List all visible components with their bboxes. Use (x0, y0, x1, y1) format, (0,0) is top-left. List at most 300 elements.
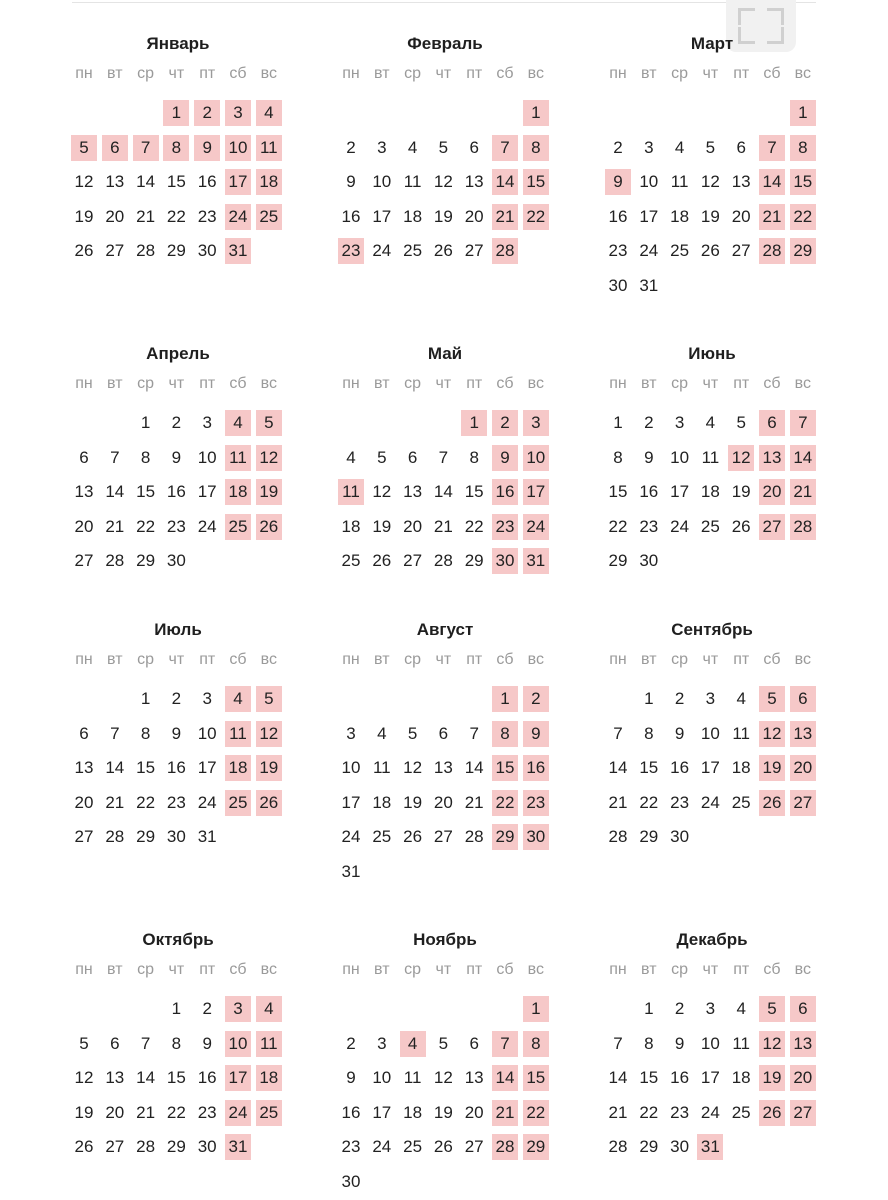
weekday-label: чт (168, 375, 185, 392)
day-cell: 18 (403, 1102, 423, 1122)
day-cell: 22 (136, 516, 156, 536)
holiday-day: 24 (225, 204, 251, 230)
day-cell: 12 (433, 172, 453, 192)
day-cell: 5 (407, 723, 418, 743)
weekday-label: сб (229, 375, 247, 392)
day-cell: 21 (608, 792, 628, 812)
day-cell: 10 (372, 1068, 392, 1088)
holiday-day: 23 (338, 238, 364, 264)
weekday-label: пт (733, 65, 750, 82)
day-cell: 26 (372, 551, 392, 571)
day-cell: 9 (346, 172, 356, 192)
holiday-day: 1 (163, 100, 189, 126)
holiday-day: 4 (400, 1031, 426, 1057)
holiday-day: 12 (256, 721, 282, 747)
weekday-label: вт (374, 961, 390, 978)
holiday-day: 11 (225, 445, 251, 471)
day-cell: 30 (197, 1137, 217, 1157)
weekday-label: сб (229, 65, 247, 82)
day-cell: 13 (105, 1068, 125, 1088)
holiday-day: 11 (256, 1031, 282, 1057)
day-cell: 22 (608, 516, 628, 536)
weekday-label: пн (75, 651, 93, 668)
holiday-day: 16 (523, 755, 549, 781)
day-cell: 23 (166, 792, 186, 812)
holiday-day: 5 (759, 996, 785, 1022)
weekday-label: чт (702, 961, 719, 978)
weekday-label: пт (466, 651, 483, 668)
weekday-label: чт (435, 651, 452, 668)
day-cell: 12 (74, 1068, 94, 1088)
day-cell: 24 (700, 1102, 720, 1122)
day-cell: 8 (140, 447, 151, 467)
day-cell: 5 (705, 137, 716, 157)
day-cell: 13 (403, 482, 423, 502)
weekday-label: вс (794, 651, 811, 668)
day-cell: 7 (438, 447, 449, 467)
day-cell: 17 (700, 1068, 720, 1088)
weekday-label: вт (374, 65, 390, 82)
day-cell: 29 (608, 551, 628, 571)
day-cell: 27 (105, 241, 125, 261)
day-cell: 27 (105, 1137, 125, 1157)
holiday-day: 28 (492, 1134, 518, 1160)
holiday-day: 13 (790, 721, 816, 747)
holiday-day: 19 (759, 1065, 785, 1091)
day-cell: 10 (700, 1033, 720, 1053)
weekday-label: пт (199, 65, 216, 82)
day-cell: 22 (639, 1102, 659, 1122)
day-cell: 25 (341, 551, 361, 571)
day-cell: 27 (464, 1137, 484, 1157)
day-cell: 23 (608, 241, 628, 261)
day-cell: 28 (464, 827, 484, 847)
day-cell: 16 (341, 1102, 361, 1122)
day-cell: 24 (372, 1137, 392, 1157)
day-cell: 16 (166, 482, 186, 502)
day-cell: 2 (171, 689, 182, 708)
weekday-label: чт (702, 375, 719, 392)
holiday-day: 18 (256, 1065, 282, 1091)
holiday-day: 10 (523, 445, 549, 471)
day-cell: 12 (403, 758, 423, 778)
day-cell: 22 (166, 1102, 186, 1122)
day-cell: 4 (736, 689, 746, 708)
weekday-label: ср (671, 651, 689, 668)
weekday-label: чт (435, 961, 452, 978)
day-cell: 14 (136, 172, 156, 192)
holiday-day: 5 (759, 686, 785, 712)
day-cell: 25 (403, 241, 423, 261)
day-cell: 25 (731, 1102, 751, 1122)
weekday-label: пн (342, 961, 360, 978)
day-cell: 1 (644, 689, 654, 708)
holiday-day: 8 (790, 135, 816, 161)
day-cell: 30 (670, 827, 690, 847)
weekday-label: ср (137, 961, 155, 978)
day-cell: 28 (105, 551, 125, 571)
weekday-label: ср (404, 375, 422, 392)
day-cell: 12 (700, 172, 720, 192)
day-cell: 30 (639, 551, 659, 571)
day-cell: 2 (674, 999, 685, 1018)
holiday-day: 3 (523, 410, 549, 436)
holiday-day: 29 (790, 238, 816, 264)
day-cell: 5 (79, 1033, 89, 1053)
holiday-day: 19 (759, 755, 785, 781)
weekday-label: пн (609, 375, 627, 392)
day-cell: 3 (202, 413, 212, 432)
holiday-day: 27 (790, 790, 816, 816)
day-cell: 23 (166, 516, 186, 536)
holiday-day: 24 (225, 1100, 251, 1126)
weekday-label: пн (75, 961, 93, 978)
day-cell: 30 (166, 551, 186, 571)
day-cell: 10 (639, 172, 659, 192)
month-title: Май (427, 344, 463, 363)
holiday-day: 7 (133, 135, 159, 161)
holiday-day: 12 (759, 721, 785, 747)
day-cell: 25 (731, 792, 751, 812)
day-cell: 13 (464, 172, 484, 192)
holiday-day: 29 (523, 1134, 549, 1160)
weekday-label: сб (496, 375, 514, 392)
day-cell: 29 (639, 827, 659, 847)
weekday-label: сб (229, 651, 247, 668)
day-cell: 3 (705, 689, 716, 708)
holiday-day: 24 (523, 514, 549, 540)
day-cell: 27 (433, 827, 453, 847)
day-cell: 20 (433, 792, 453, 812)
holiday-day: 17 (523, 479, 549, 505)
day-cell: 28 (433, 551, 453, 571)
day-cell: 23 (639, 516, 659, 536)
holiday-day: 18 (225, 755, 251, 781)
weekday-label: вс (260, 961, 277, 978)
day-cell: 11 (732, 723, 751, 743)
weekday-label: ср (137, 375, 155, 392)
weekday-label: вс (794, 375, 811, 392)
holiday-day: 25 (225, 790, 251, 816)
day-cell: 9 (674, 1033, 685, 1053)
day-cell: 16 (639, 482, 659, 502)
holiday-day: 15 (492, 755, 518, 781)
day-cell: 4 (346, 447, 356, 467)
day-cell: 1 (140, 689, 151, 708)
weekday-label: чт (702, 651, 719, 668)
day-cell: 7 (469, 723, 479, 743)
day-cell: 17 (372, 1102, 392, 1122)
day-cell: 20 (403, 516, 423, 536)
day-cell: 17 (639, 206, 659, 226)
holiday-day: 9 (523, 721, 549, 747)
day-cell: 21 (136, 1102, 156, 1122)
day-cell: 22 (639, 792, 659, 812)
day-cell: 17 (372, 206, 392, 226)
holiday-day: 25 (256, 1100, 282, 1126)
day-cell: 11 (403, 172, 422, 192)
holiday-day: 15 (523, 169, 549, 195)
day-cell: 20 (74, 516, 94, 536)
weekday-label: вт (107, 375, 123, 392)
day-cell: 15 (136, 758, 156, 778)
day-cell: 8 (140, 723, 151, 743)
holiday-day: 25 (256, 204, 282, 230)
day-cell: 26 (403, 827, 423, 847)
day-cell: 24 (341, 827, 361, 847)
day-cell: 13 (105, 172, 125, 192)
day-cell: 30 (608, 276, 628, 295)
day-cell: 23 (341, 1137, 361, 1157)
weekday-label: пн (342, 375, 360, 392)
weekday-label: пн (609, 65, 627, 82)
day-cell: 4 (407, 137, 418, 157)
month-title: Июль (154, 620, 202, 639)
day-cell: 2 (644, 413, 654, 432)
weekday-label: вт (374, 375, 390, 392)
day-cell: 8 (644, 723, 654, 743)
day-cell: 23 (197, 206, 217, 226)
day-cell: 14 (105, 482, 125, 502)
day-cell: 15 (166, 1068, 186, 1088)
day-cell: 1 (644, 999, 654, 1018)
day-cell: 26 (433, 241, 453, 261)
day-cell: 11 (701, 447, 720, 467)
day-cell: 22 (166, 206, 186, 226)
day-cell: 17 (670, 482, 690, 502)
day-cell: 24 (372, 241, 392, 261)
weekday-label: пт (199, 651, 216, 668)
day-cell: 19 (74, 206, 94, 226)
holiday-day: 4 (256, 996, 282, 1022)
top-divider (72, 2, 816, 3)
weekday-label: вт (641, 651, 657, 668)
holiday-day: 22 (492, 790, 518, 816)
holiday-day: 11 (256, 135, 282, 161)
weekday-label: сб (496, 651, 514, 668)
day-cell: 6 (736, 137, 746, 157)
holiday-day: 2 (492, 410, 518, 436)
day-cell: 18 (670, 206, 690, 226)
day-cell: 27 (731, 241, 751, 261)
weekday-label: пт (199, 375, 216, 392)
day-cell: 11 (372, 758, 391, 778)
day-cell: 22 (464, 516, 484, 536)
holiday-day: 4 (225, 410, 251, 436)
holiday-day: 31 (225, 1134, 251, 1160)
day-cell: 28 (608, 827, 628, 847)
day-cell: 30 (670, 1137, 690, 1157)
holiday-day: 23 (492, 514, 518, 540)
day-cell: 16 (166, 758, 186, 778)
holiday-day: 1 (492, 686, 518, 712)
day-cell: 25 (700, 516, 720, 536)
weekday-label: вт (641, 961, 657, 978)
day-cell: 20 (74, 792, 94, 812)
holiday-day: 14 (759, 169, 785, 195)
day-cell: 5 (438, 137, 449, 157)
holiday-day: 26 (256, 790, 282, 816)
day-cell: 3 (674, 413, 685, 432)
day-cell: 19 (700, 206, 720, 226)
day-cell: 14 (464, 758, 484, 778)
day-cell: 29 (166, 241, 186, 261)
day-cell: 7 (613, 1033, 623, 1053)
holiday-day: 22 (790, 204, 816, 230)
holiday-day: 28 (790, 514, 816, 540)
day-cell: 24 (197, 792, 217, 812)
day-cell: 12 (372, 482, 392, 502)
holiday-day: 15 (790, 169, 816, 195)
weekday-label: пн (342, 651, 360, 668)
day-cell: 19 (433, 206, 453, 226)
day-cell: 10 (670, 447, 690, 467)
holiday-day: 8 (492, 721, 518, 747)
day-cell: 23 (197, 1102, 217, 1122)
holiday-day: 13 (759, 445, 785, 471)
holiday-day: 10 (225, 135, 251, 161)
holiday-day: 6 (790, 996, 816, 1022)
weekday-label: пт (466, 961, 483, 978)
day-cell: 28 (105, 827, 125, 847)
weekday-label: сб (496, 961, 514, 978)
holiday-day: 26 (256, 514, 282, 540)
day-cell: 3 (202, 689, 212, 708)
holiday-day: 22 (523, 204, 549, 230)
month-title: Август (416, 620, 474, 639)
holiday-day: 12 (759, 1031, 785, 1057)
holiday-day: 3 (225, 100, 251, 126)
holiday-day: 7 (759, 135, 785, 161)
weekday-label: вс (527, 651, 544, 668)
day-cell: 16 (197, 172, 217, 192)
day-cell: 14 (105, 758, 125, 778)
day-cell: 17 (197, 758, 217, 778)
day-cell: 25 (670, 241, 690, 261)
weekday-label: вт (107, 651, 123, 668)
month-title: Сентябрь (671, 620, 753, 639)
holiday-day: 2 (523, 686, 549, 712)
day-cell: 1 (613, 413, 623, 432)
month-title: Ноябрь (413, 930, 477, 949)
day-cell: 19 (372, 516, 392, 536)
holiday-day: 9 (194, 135, 220, 161)
day-cell: 29 (639, 1137, 659, 1157)
day-cell: 29 (166, 1137, 186, 1157)
weekday-label: пн (75, 65, 93, 82)
holiday-day: 12 (256, 445, 282, 471)
day-cell: 3 (377, 137, 387, 157)
day-cell: 15 (608, 482, 628, 502)
holiday-day: 21 (790, 479, 816, 505)
day-cell: 10 (197, 723, 217, 743)
holiday-day: 30 (523, 824, 549, 850)
day-cell: 6 (79, 723, 89, 743)
holiday-day: 31 (697, 1134, 723, 1160)
weekday-label: вс (794, 65, 811, 82)
weekday-label: пн (75, 375, 93, 392)
day-cell: 24 (670, 516, 690, 536)
weekday-label: чт (702, 65, 719, 82)
day-cell: 28 (136, 1137, 156, 1157)
holiday-day: 27 (790, 1100, 816, 1126)
day-cell: 14 (608, 1068, 628, 1088)
holiday-day: 23 (523, 790, 549, 816)
holiday-day: 14 (790, 445, 816, 471)
day-cell: 27 (74, 827, 94, 847)
day-cell: 27 (464, 241, 484, 261)
day-cell: 16 (670, 758, 690, 778)
holiday-day: 8 (523, 1031, 549, 1057)
holiday-day: 9 (492, 445, 518, 471)
day-cell: 9 (171, 447, 182, 467)
day-cell: 8 (171, 1033, 182, 1053)
day-cell: 28 (608, 1137, 628, 1157)
holiday-day: 5 (256, 686, 282, 712)
day-cell: 20 (731, 206, 751, 226)
day-cell: 18 (731, 1068, 751, 1088)
weekday-label: пт (733, 961, 750, 978)
holiday-day: 31 (523, 548, 549, 574)
day-cell: 23 (670, 792, 690, 812)
day-cell: 18 (341, 516, 361, 536)
day-cell: 26 (74, 241, 94, 261)
weekday-label: сб (763, 375, 781, 392)
holiday-day: 8 (523, 135, 549, 161)
weekday-label: вс (260, 651, 277, 668)
weekday-label: ср (137, 65, 155, 82)
weekday-label: вс (527, 65, 544, 82)
day-cell: 23 (670, 1102, 690, 1122)
day-cell: 8 (613, 447, 623, 467)
day-cell: 16 (608, 206, 628, 226)
day-cell: 1 (171, 999, 182, 1018)
holiday-day: 7 (790, 410, 816, 436)
day-cell: 21 (136, 206, 156, 226)
holiday-day: 4 (225, 686, 251, 712)
day-cell: 11 (732, 1033, 751, 1053)
holiday-day: 6 (790, 686, 816, 712)
weekday-label: ср (671, 961, 689, 978)
weekday-label: вс (260, 65, 277, 82)
day-cell: 26 (433, 1137, 453, 1157)
day-cell: 14 (136, 1068, 156, 1088)
month-title: Март (690, 34, 734, 53)
day-cell: 15 (639, 758, 659, 778)
holiday-day: 2 (194, 100, 220, 126)
holiday-day: 12 (728, 445, 754, 471)
holiday-day: 30 (492, 548, 518, 574)
holiday-day: 20 (790, 755, 816, 781)
weekday-label: пт (466, 65, 483, 82)
holiday-day: 11 (225, 721, 251, 747)
day-cell: 16 (197, 1068, 217, 1088)
weekday-label: сб (229, 961, 247, 978)
holiday-day: 21 (759, 204, 785, 230)
holiday-day: 20 (790, 1065, 816, 1091)
day-cell: 10 (197, 447, 217, 467)
weekday-label: ср (671, 65, 689, 82)
holiday-day: 9 (605, 169, 631, 195)
holiday-day: 8 (163, 135, 189, 161)
month-title: Январь (146, 34, 210, 53)
holiday-day: 14 (492, 169, 518, 195)
day-cell: 15 (166, 172, 186, 192)
holiday-day: 1 (523, 100, 549, 126)
holiday-day: 26 (759, 1100, 785, 1126)
day-cell: 30 (166, 827, 186, 847)
holiday-day: 13 (790, 1031, 816, 1057)
